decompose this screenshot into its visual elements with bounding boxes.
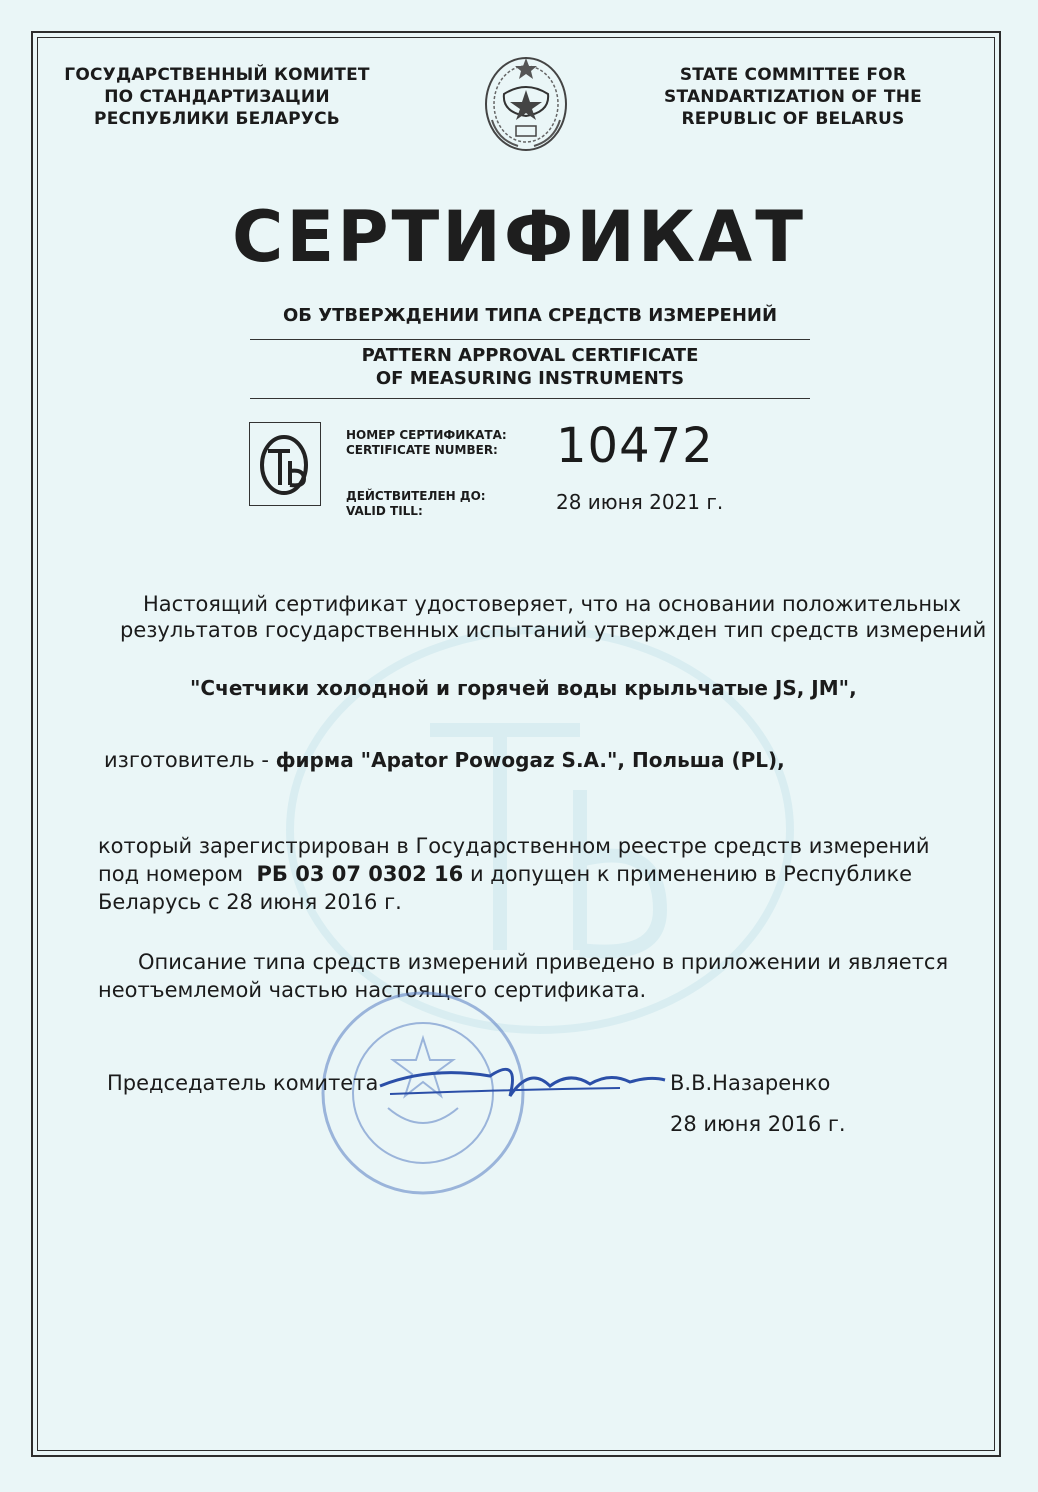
registration-prefix: под номером (98, 862, 244, 886)
header-right-line: STANDARTIZATION OF THE (664, 87, 922, 107)
header-right-line: REPUBLIC OF BELARUS (681, 109, 905, 129)
manufacturer-line (104, 747, 785, 773)
manufacturer-name: фирма "Apator Powogaz S.A.", Польша (PL), (275, 748, 785, 772)
registration-line-1: который зарегистрирован в Государственном реестре средств измерений (98, 834, 930, 858)
certificate-number-label-en: CERTIFICATE NUMBER: (346, 443, 498, 457)
signature-icon (370, 1046, 670, 1116)
valid-till-label-en: VALID TILL: (346, 504, 423, 518)
signatory-name: В.В.Назаренко (670, 1071, 831, 1095)
header-left (62, 64, 372, 130)
certificate-number-label (346, 428, 507, 458)
subtitle-en-line: OF MEASURING INSTRUMENTS (375, 368, 685, 389)
signatory-role: Председатель комитета (107, 1071, 379, 1095)
valid-till-label (346, 489, 486, 519)
description-line-2: неотъемлемой частью настоящего сертификата. (98, 978, 647, 1002)
header-left-line: ГОСУДАРСТВЕННЫЙ КОМИТЕТ (64, 65, 370, 85)
subtitle-ru: ОБ УТВЕРЖДЕНИИ ТИПА СРЕДСТВ ИЗМЕРЕНИЙ (282, 305, 778, 326)
registration-number: РБ 03 07 0302 16 (256, 862, 464, 886)
description-line-1: Описание типа средств измерений приведено в приложении и является (138, 950, 949, 974)
header-right-line: STATE COMMITTEE FOR (679, 65, 907, 85)
state-emblem-icon (478, 50, 574, 154)
header-right (638, 64, 948, 130)
divider (250, 339, 810, 340)
certificate-number-label-ru: НОМЕР СЕРТИФИКАТА: (346, 428, 507, 442)
standards-logo-icon (250, 423, 319, 504)
registration-line-2 (98, 861, 912, 887)
standards-logo (249, 422, 321, 506)
subtitle-en-line: PATTERN APPROVAL CERTIFICATE (361, 345, 699, 366)
registration-line-3: Беларусь с 28 июня 2016 г. (98, 890, 402, 914)
header-left-line: ПО СТАНДАРТИЗАЦИИ (104, 87, 330, 107)
divider (250, 398, 810, 399)
certificate-number: 10472 (556, 418, 714, 474)
header-left-line: РЕСПУБЛИКИ БЕЛАРУСЬ (94, 109, 340, 129)
paragraph-1-line-1: Настоящий сертификат удостоверяет, что на основании положительных (143, 592, 962, 616)
subtitle-en (250, 344, 810, 390)
valid-till-date: 28 июня 2021 г. (556, 490, 724, 514)
document-title: СЕРТИФИКАТ (232, 196, 806, 278)
manufacturer-prefix: изготовитель - (104, 748, 270, 772)
instrument-name: "Счетчики холодной и горячей воды крыльчатые JS, JM", (190, 676, 857, 700)
registration-suffix: и допущен к применению в Республике (469, 862, 913, 886)
valid-till-label-ru: ДЕЙСТВИТЕЛЕН ДО: (346, 489, 486, 503)
signature-date: 28 июня 2016 г. (670, 1112, 846, 1136)
paragraph-1-line-2: результатов государственных испытаний утвержден тип средств измерений (120, 618, 987, 642)
